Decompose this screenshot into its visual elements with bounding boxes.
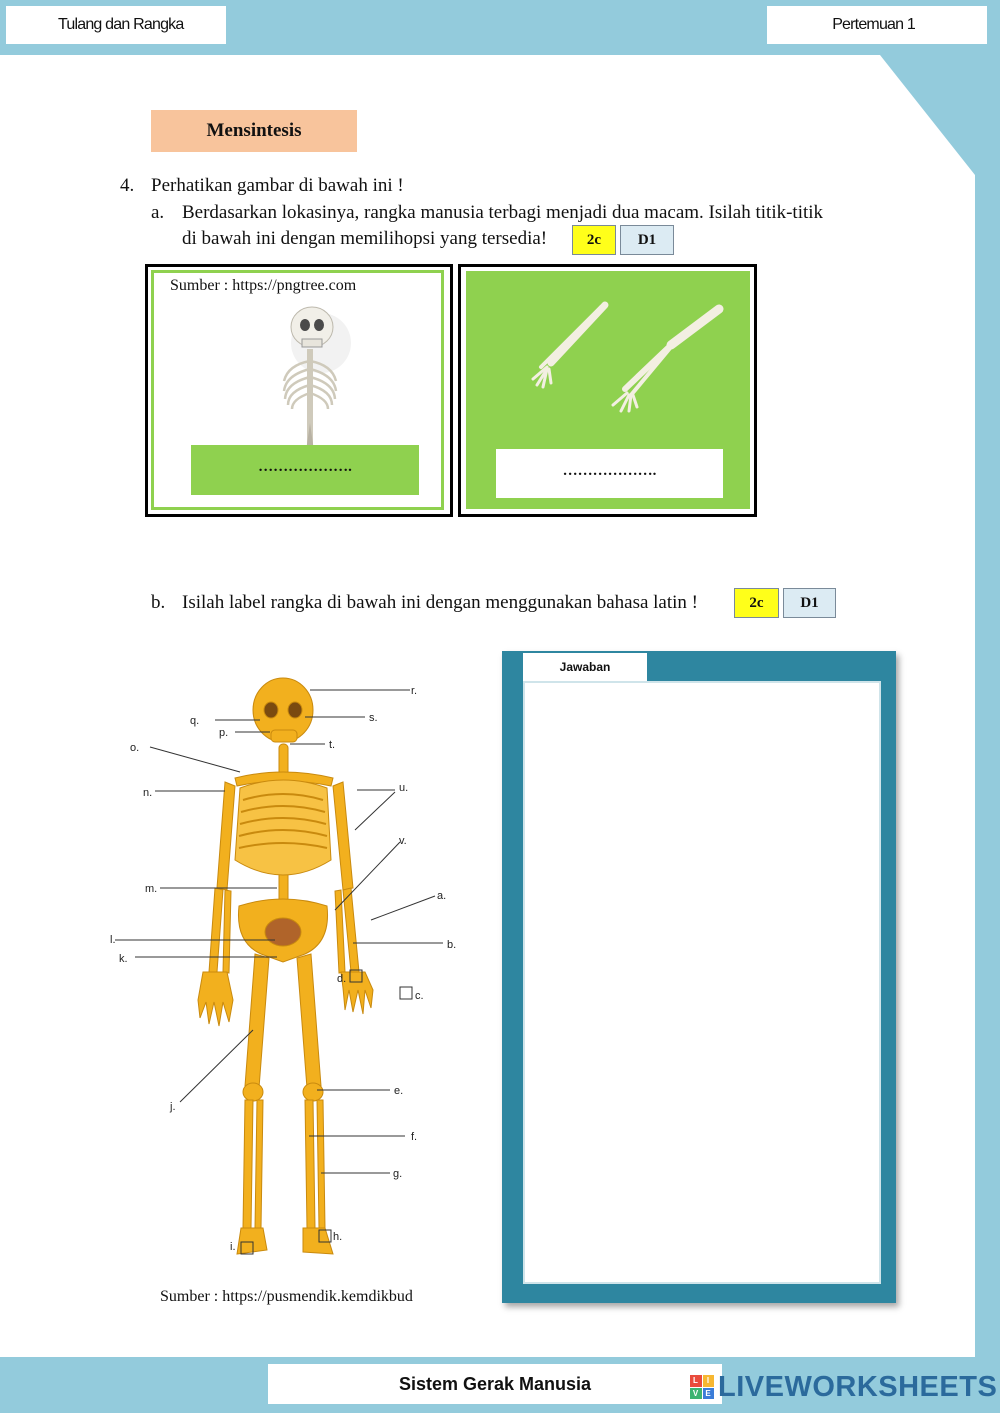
label-f: f.: [411, 1131, 418, 1143]
label-j: j.: [170, 1101, 176, 1113]
label-o: o.: [130, 742, 140, 754]
section-tag: Mensintesis: [151, 110, 357, 152]
part-b-marker: b.: [151, 592, 166, 613]
badge-d1-b: D1: [783, 588, 836, 618]
part-a-marker: a.: [151, 202, 165, 223]
answer-blank-1: ……………….: [258, 458, 352, 475]
answer-textarea[interactable]: [523, 681, 881, 1284]
liveworksheets-icon: L I V E: [690, 1375, 714, 1399]
part-a-line1: Berdasarkan lokasinya, rangka manusia terbagi menjadi dua macam. Isilah titik-titik: [182, 202, 824, 223]
liveworksheets-logo: [690, 1370, 997, 1404]
label-d: d.: [337, 973, 347, 985]
label-p: p.: [219, 727, 229, 739]
image-source-2: Sumber : https://pusmendik.kemdikbud: [160, 1288, 413, 1305]
label-t: t.: [329, 739, 336, 751]
badge-2c-b: 2c: [734, 588, 779, 618]
label-n: n.: [143, 787, 153, 799]
part-a-line2: di bawah ini dengan memilihopsi yang tersedia!: [182, 228, 548, 249]
axial-skeleton-card: [145, 264, 453, 517]
answer-blank-2: ……………….: [562, 462, 657, 479]
image-source-1: Sumber : https://pngtree.com: [170, 277, 357, 294]
badge-d1: D1: [620, 225, 674, 255]
label-v: v.: [399, 835, 407, 847]
liveworksheets-brand: LIVEWORKSHEETS: [718, 1370, 998, 1403]
part-b-text: Isilah label rangka di bawah ini dengan menggunakan bahasa latin !: [182, 592, 698, 613]
footer-title: Sistem Gerak Manusia: [268, 1364, 722, 1404]
label-r: r.: [411, 685, 418, 697]
label-a: a.: [437, 890, 447, 902]
label-m: m.: [145, 883, 158, 895]
question-number: 4.: [120, 175, 135, 196]
label-k: k.: [119, 953, 128, 965]
label-c: c.: [415, 990, 424, 1002]
label-l: l.: [110, 934, 116, 946]
arm-bones-image: [511, 297, 751, 417]
label-q: q.: [190, 715, 200, 727]
label-i: i.: [230, 1241, 236, 1253]
header-left-title: Tulang dan Rangka: [6, 6, 226, 44]
label-e: e.: [394, 1085, 404, 1097]
answer-panel-tab: Jawaban: [523, 653, 647, 681]
label-u: u.: [399, 782, 409, 794]
question-intro: Perhatikan gambar di bawah ini !: [151, 175, 404, 196]
badge-2c: 2c: [572, 225, 616, 255]
label-h: h.: [333, 1231, 343, 1243]
axial-skeleton-image: [266, 303, 356, 453]
appendicular-skeleton-card: [458, 264, 757, 517]
skeleton-diagram: [105, 670, 485, 1280]
label-b: b.: [447, 939, 457, 951]
label-g: g.: [393, 1168, 403, 1180]
label-s: s.: [369, 712, 378, 724]
header-right-title: Pertemuan 1: [767, 6, 987, 44]
